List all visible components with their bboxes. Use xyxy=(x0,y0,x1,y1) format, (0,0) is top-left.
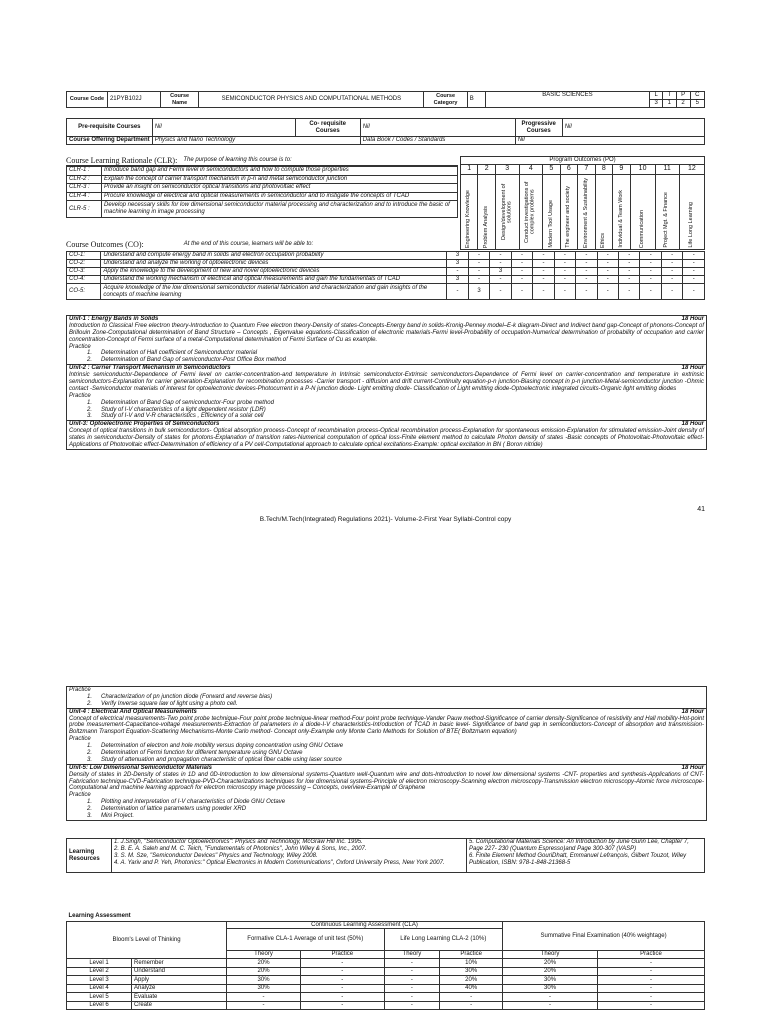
resources-right: 5. Computational Materials Science: An Introduction by June Gunn Lee, Chapter 7, Page 227- 230 (Quantum Espresso)and Page 300-307 (VASP) 6. Finite Element Method GouriDhatt, Emmanuel Lefrançois, Gilbert Touzot, Wiley Publication, ISBN: 978-1-848-21368-5 xyxy=(467,839,705,873)
co-po-mapping: 3 xyxy=(468,284,490,300)
assessment-value: 20% xyxy=(440,976,503,985)
clr-id: CLR-5 : xyxy=(67,201,102,218)
bloom-name: Create xyxy=(132,1001,227,1010)
practice-item: 2. Determination of lattice parameters using powder XRD xyxy=(87,806,247,813)
department-value: Physics and Nano Technology xyxy=(152,137,360,145)
co-po-mapping: - xyxy=(511,268,532,276)
assessment-value: 30% xyxy=(503,976,598,985)
bloom-level: Level 5 xyxy=(67,993,132,1002)
co-table xyxy=(66,251,705,300)
bloom-name: Analyze xyxy=(132,984,227,993)
course-name-label: Course Name xyxy=(161,92,199,108)
co-id: CO-1: xyxy=(67,252,101,260)
po-name: Project Mgt. & Finance xyxy=(663,192,670,248)
po-number: 10 xyxy=(630,165,655,175)
po-name-cell xyxy=(630,175,655,250)
co-po-mapping: - xyxy=(640,284,661,300)
po-number: 8 xyxy=(595,165,612,175)
po-name-cell xyxy=(495,175,519,250)
po-name: Individual & Team Work xyxy=(617,190,624,248)
assessment-value: - xyxy=(301,984,384,993)
co-po-mapping: - xyxy=(619,276,640,284)
assessment-value: - xyxy=(440,1001,503,1010)
assessment-value: - xyxy=(503,1001,598,1010)
assessment-value: - xyxy=(384,959,440,968)
co-po-mapping: - xyxy=(683,284,705,300)
practice-item: 1. Determination of Hall coefficient of Semiconductor material xyxy=(87,350,258,357)
assessment-value: 30% xyxy=(503,984,598,993)
unit-header xyxy=(67,315,706,323)
ltpc-value-l: 3 xyxy=(650,100,662,108)
co-po-mapping: - xyxy=(468,252,490,260)
unit-header xyxy=(67,420,706,428)
course-category-code: B xyxy=(467,92,485,108)
unit-header xyxy=(67,364,706,372)
assessment-subheader: Theory xyxy=(503,951,598,959)
unit-title: Unit-1 : Energy Bands in Solids xyxy=(69,316,159,322)
clr-text: Introduce band gap and Fermi level in semiconductors and how to compute those properties xyxy=(102,167,458,176)
assessment-value: - xyxy=(301,1001,384,1010)
ltpc-value-t: 1 xyxy=(663,100,677,108)
po-number: 3 xyxy=(495,165,519,175)
co-po-mapping: - xyxy=(576,252,597,260)
databook-value: Nil xyxy=(515,137,704,145)
po-name: Communication xyxy=(638,209,645,248)
practice-label: Practice xyxy=(69,792,91,799)
assessment-value: - xyxy=(301,976,384,985)
assessment-value: - xyxy=(227,993,301,1002)
co-po-mapping: - xyxy=(511,252,532,260)
progressive-label: Progressive Courses xyxy=(515,119,562,137)
po-name: Environment & Sustainability xyxy=(582,177,589,248)
assessment-value: - xyxy=(384,976,440,985)
co-text: Understand and compute energy band in solids and electron occupation probability xyxy=(101,252,447,260)
department-label: Course Offering Department xyxy=(67,137,153,145)
po-number: 4 xyxy=(519,165,543,175)
progressive-value: Nil xyxy=(562,119,704,137)
practice-item: 1. Determination of Band Gap of semiconductor-Four probe method xyxy=(87,399,274,406)
practice-item: 3. Study of I-V and V-R characteristics , Efficiency of a solar cell xyxy=(87,413,264,420)
formative-header: Formative CLA-1 Average of unit test (50%) xyxy=(227,929,385,951)
co-po-mapping: - xyxy=(490,276,512,284)
practice-item: 1. Determination of electron and hole mobility versus doping concentration using GNU Octave xyxy=(87,743,344,750)
po-number: 9 xyxy=(613,165,630,175)
unit-header xyxy=(67,708,706,716)
co-po-mapping: 3 xyxy=(447,252,469,260)
co-po-mapping: - xyxy=(490,260,512,268)
clr-text: Procure knowledge of electrical and optical measurements in semiconductor and to instigate the concepts of TCAD xyxy=(102,192,458,201)
po-number: 5 xyxy=(543,165,560,175)
co-po-mapping: - xyxy=(554,260,575,268)
bloom-name: Evaluate xyxy=(132,993,227,1002)
clr-text: Provide an insight on semiconductor optical transitions and photovoltaic effect xyxy=(102,184,458,193)
assessment-value: 20% xyxy=(227,967,301,976)
co-po-mapping: - xyxy=(554,268,575,276)
assessment-value: - xyxy=(598,967,705,976)
course-category-label: Course Category xyxy=(424,92,467,108)
learning-assessment-table xyxy=(66,913,705,1010)
assessment-subheader: Practice xyxy=(301,951,384,959)
co-po-mapping: - xyxy=(619,268,640,276)
co-po-mapping: - xyxy=(661,260,682,268)
bloom-level: Level 3 xyxy=(67,976,132,985)
po-table xyxy=(460,156,705,250)
co-heading-row xyxy=(66,240,458,250)
unit-body: Introduction to Classical Free electron theory-Introduction to Quantum Free electron theory-Density of states-Concepts-Energy band in solids-Kronig-Penney model–E-k diagram-Direct and Indirect band gap-Concept of phonons-Concept of Brillouin Zone-Computational determination of Band Structure – Concepts , Eigenvalue equations-Classification of electronic materials-Fermi level-Probability of occupation-Numerical determination of probability of occupation and carrier concentration-Concept of Fermi surface of a metal-Computational determination of Fermi Surface of Cu as example. xyxy=(69,322,704,343)
po-name-cell xyxy=(560,175,577,250)
assessment-value: 20% xyxy=(503,967,598,976)
unit-hours: 18 Hour xyxy=(681,421,704,428)
po-number: 1 xyxy=(461,165,478,175)
co-po-mapping: - xyxy=(533,276,554,284)
practice-item: 2. Verify Inverse square law of light using a photo cell. xyxy=(87,700,238,707)
prerequisite-table xyxy=(66,118,705,145)
learning-resources-label: Learning Resources xyxy=(67,839,112,873)
bloom-name: Apply xyxy=(132,976,227,985)
prerequisite-value: Nil xyxy=(152,119,295,137)
co-po-mapping: 3 xyxy=(447,276,469,284)
assessment-value: - xyxy=(301,993,384,1002)
unit-body: Density of states in 2D-Density of states in 1D and 0D-Introduction to low dimensional systems-Quantum well-Quantum wire and dots-Introduction to novel low dimensional systems -CNT- properties and synthesis-Applications of CNT-Fabrication technique-CVD-Fabrication technique-PVD-Characterizations techniques for low dimensional systems-Principle of electron microscopy-Scanning electron microscopy-Transmission electron microscopy-Atomic force microscope-Computational and machine learning approach for electron microscopy image processing – Concepts, overview-Example of Graphene xyxy=(69,771,704,792)
co-po-mapping: - xyxy=(511,276,532,284)
clr-text: Explain the concept of carrier transport mechanism in p-n and metal semiconductor junction xyxy=(102,175,458,184)
co-po-mapping: - xyxy=(640,268,661,276)
page-caption: B.Tech/M.Tech(Integrated) Regulations 2021)- Volume-2-First Year Syllabi-Control copy xyxy=(259,516,512,523)
unit-title: Unit-4 : Electrical And Optical Measurements xyxy=(69,708,197,715)
co-po-mapping: - xyxy=(554,276,575,284)
assessment-value: - xyxy=(301,959,384,968)
po-name-cell xyxy=(655,175,679,250)
units-block-page1 xyxy=(66,315,707,450)
co-po-mapping: - xyxy=(554,284,575,300)
co-po-mapping: - xyxy=(597,284,618,300)
practice-label: Practice xyxy=(69,392,91,399)
co-text: Apply the knowledge to the development of new and novel optoelectronic devices xyxy=(101,268,447,276)
ltpc-label-l: L xyxy=(650,92,662,100)
course-code-label: Course Code xyxy=(67,92,108,108)
co-po-mapping: - xyxy=(576,260,597,268)
clr-table xyxy=(66,166,458,218)
co-po-mapping: - xyxy=(533,284,554,300)
clr-intro: The purpose of learning this course is to: xyxy=(183,157,292,163)
po-name: Ethics xyxy=(600,233,607,248)
co-po-mapping: - xyxy=(597,252,618,260)
unit-header xyxy=(67,764,706,772)
corequisite-label: Co- requisite Courses xyxy=(295,119,360,137)
bloom-level: Level 2 xyxy=(67,967,132,976)
co-po-mapping: - xyxy=(533,252,554,260)
co-po-mapping: - xyxy=(597,276,618,284)
assessment-value: - xyxy=(384,984,440,993)
co-po-mapping: - xyxy=(468,276,490,284)
co-po-mapping: - xyxy=(640,260,661,268)
co-id: CO-2: xyxy=(67,260,101,268)
ltpc-cell xyxy=(650,92,705,108)
practice-label: Practice xyxy=(69,736,91,743)
summative-header: Summative Final Examination (40% weightage) xyxy=(503,921,705,951)
assessment-value: 40% xyxy=(440,984,503,993)
ltpc-label-t: T xyxy=(663,92,677,100)
practice-item: 1. Characterization of pn junction diode (Forward and reverse bias) xyxy=(87,693,273,700)
co-text: Understand and analyze the working of optoelectronic devices xyxy=(101,260,447,268)
course-header-table xyxy=(66,91,705,108)
practice-item: 2. Determination of Fermi function for different temperature using GNU Octave xyxy=(87,750,303,757)
assessment-value: 20% xyxy=(503,959,598,968)
practice-label: Practice xyxy=(69,687,91,693)
po-name-cell xyxy=(519,175,543,250)
co-text: Understand the working mechanism of electrical and optical measurements and gain the fundamentals of TCAD xyxy=(101,276,447,284)
assessment-value: - xyxy=(227,1001,301,1010)
co-po-mapping: - xyxy=(683,276,705,284)
practice-item: 3. Mini Project. xyxy=(87,813,135,820)
co-po-mapping: 3 xyxy=(447,260,469,268)
assessment-value: - xyxy=(598,959,705,968)
assessment-value: - xyxy=(598,1001,705,1010)
co-id: CO-5: xyxy=(67,284,101,300)
clr-heading-row xyxy=(66,156,458,166)
assessment-value: - xyxy=(598,993,705,1002)
assessment-subheader: Theory xyxy=(227,951,301,959)
resources-left: 1. J.Singh, "Semiconductor Optoelectronics": Physics and Technology, McGraw Hill Inc. 1995. 2. B. E. A. Saleh and M. C. Teich, "Fundamentals of Photonics", John Wiley & Sons, Inc., 2007. 3. S. M. Sze, "Semiconductor Devices" Physics and Technology, Wiley 2008. 4. A. Yariv and P. Yeh, Photonics:" Optical Electronics in Modern Communications", Oxford University Press, New York 2007. xyxy=(112,839,467,873)
lifelong-header: Life Long Learning CLA-2 (10%) xyxy=(384,929,503,951)
bloom-name: Remember xyxy=(132,959,227,968)
bloom-level: Level 1 xyxy=(67,959,132,968)
po-number: 12 xyxy=(679,165,704,175)
po-name: Conduct investigations of complex problems xyxy=(524,181,536,243)
prerequisite-label: Pre-requisite Courses xyxy=(67,119,153,137)
po-heading: Program Outcomes (PO) xyxy=(461,157,705,165)
co-po-mapping: - xyxy=(683,252,705,260)
assessment-value: 30% xyxy=(227,976,301,985)
unit-hours: 18 Hour xyxy=(681,316,704,322)
po-name: Design/development of solutions xyxy=(500,183,513,241)
co-po-mapping: - xyxy=(447,284,469,300)
course-code: 21PYB102J xyxy=(107,92,160,108)
cla-header: Continuous Learning Assessment (CLA) xyxy=(227,921,503,929)
unit-body: Intrinsic semiconductor-Dependence of Fermi level on carrier-concentration-and temperature in Intrinsic semiconductor-Extrinsic semiconductors-Dependence of Fermi level on carrier-concentration and temperature in extrinsic semiconductors-Explanation for carrier generation-Explanation for recombination processes -Carrier transport - diffusion and drift current-Continuity equation-p-n junction-Biasing concept in p-n junction-Metal-semiconductor junction -Ohmic contact -Semiconductor materials of interest for optoelectronic devices-Photocurrent in a P-N junction diode- Light emitting diode- Classification of Light emitting diode-Optoelectronic integrated circuits-Organic light emitting diodes xyxy=(69,372,704,392)
co-po-mapping: - xyxy=(661,284,682,300)
po-name: Modern Tool Usage xyxy=(547,200,554,248)
unit-body: Concept of optical transitions in bulk semiconductors- Optical absorption process-Concept of recombination process-Optical recombination process-Explanation for spontaneous emission-Explanation for stimulated emission-Joint density of states in semiconductor-Density of states for photons-Explanation of transition rates-Numerical computation of optical loss-Finite element method to calculate Photon density of states -Basic concepts of Photovoltaic-Photovoltaic effect-Applications of Photovoltaic effect-Determination of efficiency of a PV cell-Computational approach to calculate optical excitations-Example: optical excitation in BN ( Boron nitride) xyxy=(69,428,704,449)
assessment-value: - xyxy=(598,976,705,985)
unit-title: Unit-2 : Carrier Transport Mechanism in Semiconductors xyxy=(69,365,231,372)
assessment-value: - xyxy=(440,993,503,1002)
clr-id: CLR-3 : xyxy=(67,184,102,193)
po-name-cell xyxy=(595,175,612,250)
practice-item: 2. Study of I-V characteristics of a light dependent resistor (LDR) xyxy=(87,406,266,413)
po-name: Life Long Learning xyxy=(688,202,695,248)
clr-id: CLR-2 : xyxy=(67,175,102,184)
co-po-mapping: - xyxy=(576,284,597,300)
assessment-value: - xyxy=(503,993,598,1002)
co-po-mapping: - xyxy=(511,284,532,300)
practice-item: 2. Determination of Band Gap of semiconductor-Post Office Box method xyxy=(87,357,286,364)
assessment-value: 30% xyxy=(227,984,301,993)
practice-label: Practice xyxy=(69,343,91,350)
co-po-mapping: - xyxy=(576,276,597,284)
assessment-value: - xyxy=(598,984,705,993)
unit-title: Unit-5: Low Dimensional Semiconductor Materials xyxy=(69,764,213,771)
assessment-value: - xyxy=(384,1001,440,1010)
po-name-cell xyxy=(613,175,630,250)
ltpc-value-c: 5 xyxy=(695,100,699,107)
co-po-mapping: - xyxy=(576,268,597,276)
co-po-mapping: - xyxy=(640,276,661,284)
assessment-value: - xyxy=(384,967,440,976)
unit-hours: 18 Hour xyxy=(681,708,704,715)
po-number: 6 xyxy=(560,165,577,175)
co-intro: At the end of this course, learners will be able to: xyxy=(183,241,314,247)
co-heading: Course Outcomes (CO): xyxy=(66,240,144,249)
bloom-level-header: Bloom's Level of Thinking xyxy=(67,921,227,959)
po-number: 2 xyxy=(478,165,495,175)
page-number: 41 xyxy=(697,506,705,513)
unit-hours: 18 Hour xyxy=(681,365,704,372)
co-po-mapping: - xyxy=(468,260,490,268)
po-number: 11 xyxy=(655,165,679,175)
assessment-value: - xyxy=(384,993,440,1002)
assessment-subheader: Practice xyxy=(598,951,705,959)
co-po-mapping: - xyxy=(511,260,532,268)
assessment-value: 20% xyxy=(227,959,301,968)
po-name-cell xyxy=(461,175,478,250)
unit-hours: 18 Hour xyxy=(681,764,704,771)
corequisite-value: Nil xyxy=(360,119,515,137)
clr-heading: Course Learning Rationale (CLR): xyxy=(66,156,178,165)
assessment-title: Learning Assessment xyxy=(67,913,705,921)
po-name: Engineering Knowledge xyxy=(465,189,472,248)
co-po-mapping: - xyxy=(619,284,640,300)
co-id: CO-3: xyxy=(67,268,101,276)
co-po-mapping: - xyxy=(597,268,618,276)
ltpc-value-p: 2 xyxy=(676,100,690,108)
co-po-mapping: - xyxy=(533,260,554,268)
co-po-mapping: - xyxy=(661,276,682,284)
co-po-mapping: - xyxy=(640,252,661,260)
bloom-name: Understand xyxy=(132,967,227,976)
po-name: The engineer and society xyxy=(565,186,572,248)
co-text: Acquire knowledge of the low dimensional semiconductor material fabrication and characterization and gain insights of the concepts of machine learning xyxy=(101,284,447,300)
co-po-mapping: - xyxy=(468,268,490,276)
practice-item: 1. Plotting and interpretation of I-V characteristics of Diode GNU Octave xyxy=(87,799,286,806)
po-name-cell xyxy=(679,175,704,250)
po-name-cell xyxy=(578,175,595,250)
co-id: CO-4: xyxy=(67,276,101,284)
co-po-mapping: - xyxy=(597,260,618,268)
unit-title: Unit-3: Optoelectronic Properties of Semiconductors xyxy=(69,421,220,428)
co-po-mapping: - xyxy=(661,268,682,276)
co-po-mapping: - xyxy=(661,252,682,260)
co-po-mapping: - xyxy=(490,252,512,260)
co-po-mapping: - xyxy=(447,268,469,276)
page2-block xyxy=(66,686,707,821)
learning-resources-table xyxy=(66,838,705,873)
assessment-subheader: Practice xyxy=(440,951,503,959)
clr-id: CLR-1 : xyxy=(67,167,102,176)
co-po-mapping: - xyxy=(683,260,705,268)
assessment-value: 30% xyxy=(440,967,503,976)
bloom-level: Level 6 xyxy=(67,1001,132,1010)
po-name-cell xyxy=(543,175,560,250)
practice-item: 3. Study of attenuation and propagation characteristic of optical fiber cable using laser source xyxy=(87,756,342,763)
unit-body: Concept of electrical measurements-Two point probe technique-Four point probe technique-linear method-Four point probe technique-Vander Pauw method-Significance of carrier density-Significance of resistivity and Hall mobility-Hot-point probe measurement-Capacitance-voltage measurements-Extraction of parameters in a diode-I-V characteristics-Introduction of TCAD in basic level- Significance of band gap in semiconductors-Concept of absorption and transmission-Boltzmann Transport Equation-Scattering Mechanisms-Monte Carlo method- Concept only-Example only Monte Carlo Methods for Solution of BTE( Boltzmann equation) xyxy=(69,715,704,736)
po-number: 7 xyxy=(578,165,595,175)
clr-text: Develop necessary skills for low dimensional semiconductor material processing and characterization and to introduce the basic of machine learning in image processing xyxy=(102,201,458,218)
assessment-value: - xyxy=(301,967,384,976)
co-po-mapping: - xyxy=(533,268,554,276)
ltpc-label-p: P xyxy=(676,92,690,100)
po-name: Problem Analysis xyxy=(482,205,489,248)
po-name-cell xyxy=(478,175,495,250)
co-po-mapping: - xyxy=(619,260,640,268)
assessment-value: 10% xyxy=(440,959,503,968)
assessment-subheader: Theory xyxy=(384,951,440,959)
databook-label: Data Book / Codes / Standards xyxy=(360,137,515,145)
clr-id: CLR-4 : xyxy=(67,192,102,201)
co-po-mapping: - xyxy=(683,268,705,276)
ltpc-label-c: C xyxy=(690,92,704,100)
bloom-level: Level 4 xyxy=(67,984,132,993)
co-po-mapping: - xyxy=(490,284,512,300)
course-category: BASIC SCIENCES xyxy=(485,92,650,108)
co-po-mapping: - xyxy=(554,252,575,260)
co-po-mapping: 3 xyxy=(490,268,512,276)
course-name: SEMICONDUCTOR PHYSICS AND COMPUTATIONAL METHODS xyxy=(199,92,424,108)
co-po-mapping: - xyxy=(619,252,640,260)
